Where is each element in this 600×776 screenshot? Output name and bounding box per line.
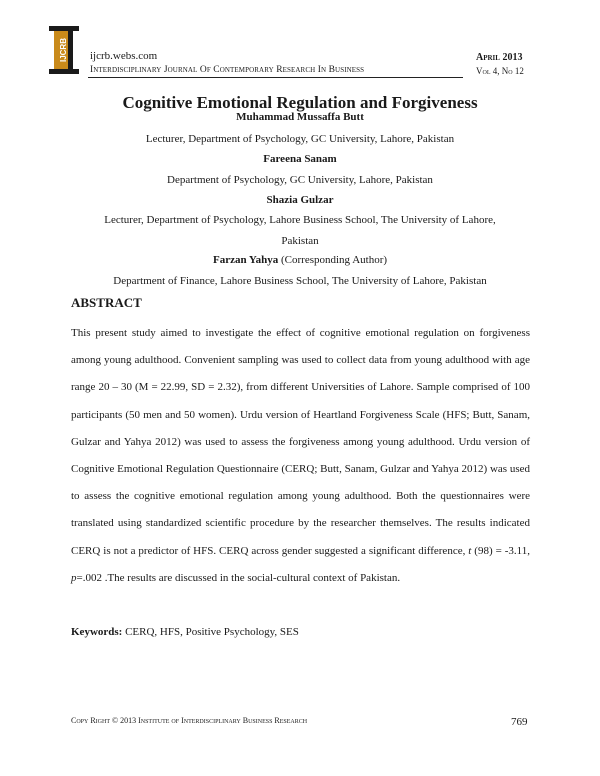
abstract-text: This present study aimed to investigate the effect of cognitive emotional regulation on forgiveness among young adulthood. Convenient sampling was used to collect data from young adulthood with age range 20 – 30 (M = 22.99, SD = 2.32), from different Universities of Lahore. Sample comprised of 100 participants (50 men and 50 women). Urdu version of Heartland Forgiveness Scale (HFS; Butt, Sanam, Gulzar and Yahya 2012) was used to assess the forgiveness among young adulthood. Urdu version of Cognitive Emotional Regulation Questionnaire (CERQ; Butt, Sanam, Gulzar and Yahya 2012) was used to assess the cognitive emotional regulation among young adulthood. Both the questionnaires were translated using standardized scientific procedure by the researcher themselves. The results indicated CERQ is not a predictor of HFS. CERQ across gender suggested a significant difference,: [71, 327, 530, 557]
keywords-label: Keywords:: [71, 626, 123, 638]
paper-title: Cognitive Emotional Regulation and Forgiveness: [122, 93, 478, 112]
stat-t: t: [468, 544, 472, 557]
author-name: Muhammad Mussaffa Butt: [236, 111, 364, 123]
keywords-text: CERQ, HFS, Positive Psychology, SES: [122, 626, 299, 638]
author-name: Shazia Gulzar: [266, 194, 334, 206]
abstract-body: [71, 320, 530, 592]
author-affiliation: Department of Psychology, GC University, Lahore, Pakistan: [167, 174, 433, 186]
logo-text: IJCRB: [59, 37, 68, 63]
copyright: Copy Right © 2013 Institute of Interdisciplinary Business Research: [71, 716, 308, 725]
author-name: Fareena Sanam: [263, 153, 337, 165]
keywords: [71, 626, 299, 638]
corresponding-author: [0, 254, 600, 266]
page-number: 769: [511, 716, 528, 728]
author-name: Farzan Yahya: [212, 254, 279, 266]
issue-date: April 2013: [476, 52, 523, 63]
journal-logo: [46, 24, 88, 76]
abstract-text: (98) = -3.11,: [471, 544, 530, 557]
abstract-heading: ABSTRACT: [71, 295, 142, 310]
stat-p: p: [71, 571, 77, 584]
author-affiliation: Lecturer, Department of Psychology, Lahore Business School, The University of Lahore,: [104, 214, 496, 226]
author-affiliation-cont: Pakistan: [281, 235, 319, 247]
author-note: (Corresponding Author): [278, 254, 388, 266]
issue-volume: Vol 4, No 12: [476, 66, 524, 76]
header-rule: [88, 77, 463, 78]
author-affiliation: Lecturer, Department of Psychology, GC University, Lahore, Pakistan: [145, 133, 455, 145]
abstract-text: =.002 .The results are discussed in the social-cultural context of Pakistan.: [76, 571, 401, 584]
author-affiliation: Department of Finance, Lahore Business School, The University of Lahore, Pakistan: [113, 275, 487, 287]
journal-name: Interdisciplinary Journal Of Contemporary Research In Business: [90, 65, 365, 75]
journal-website: ijcrb.webs.com: [90, 50, 158, 62]
